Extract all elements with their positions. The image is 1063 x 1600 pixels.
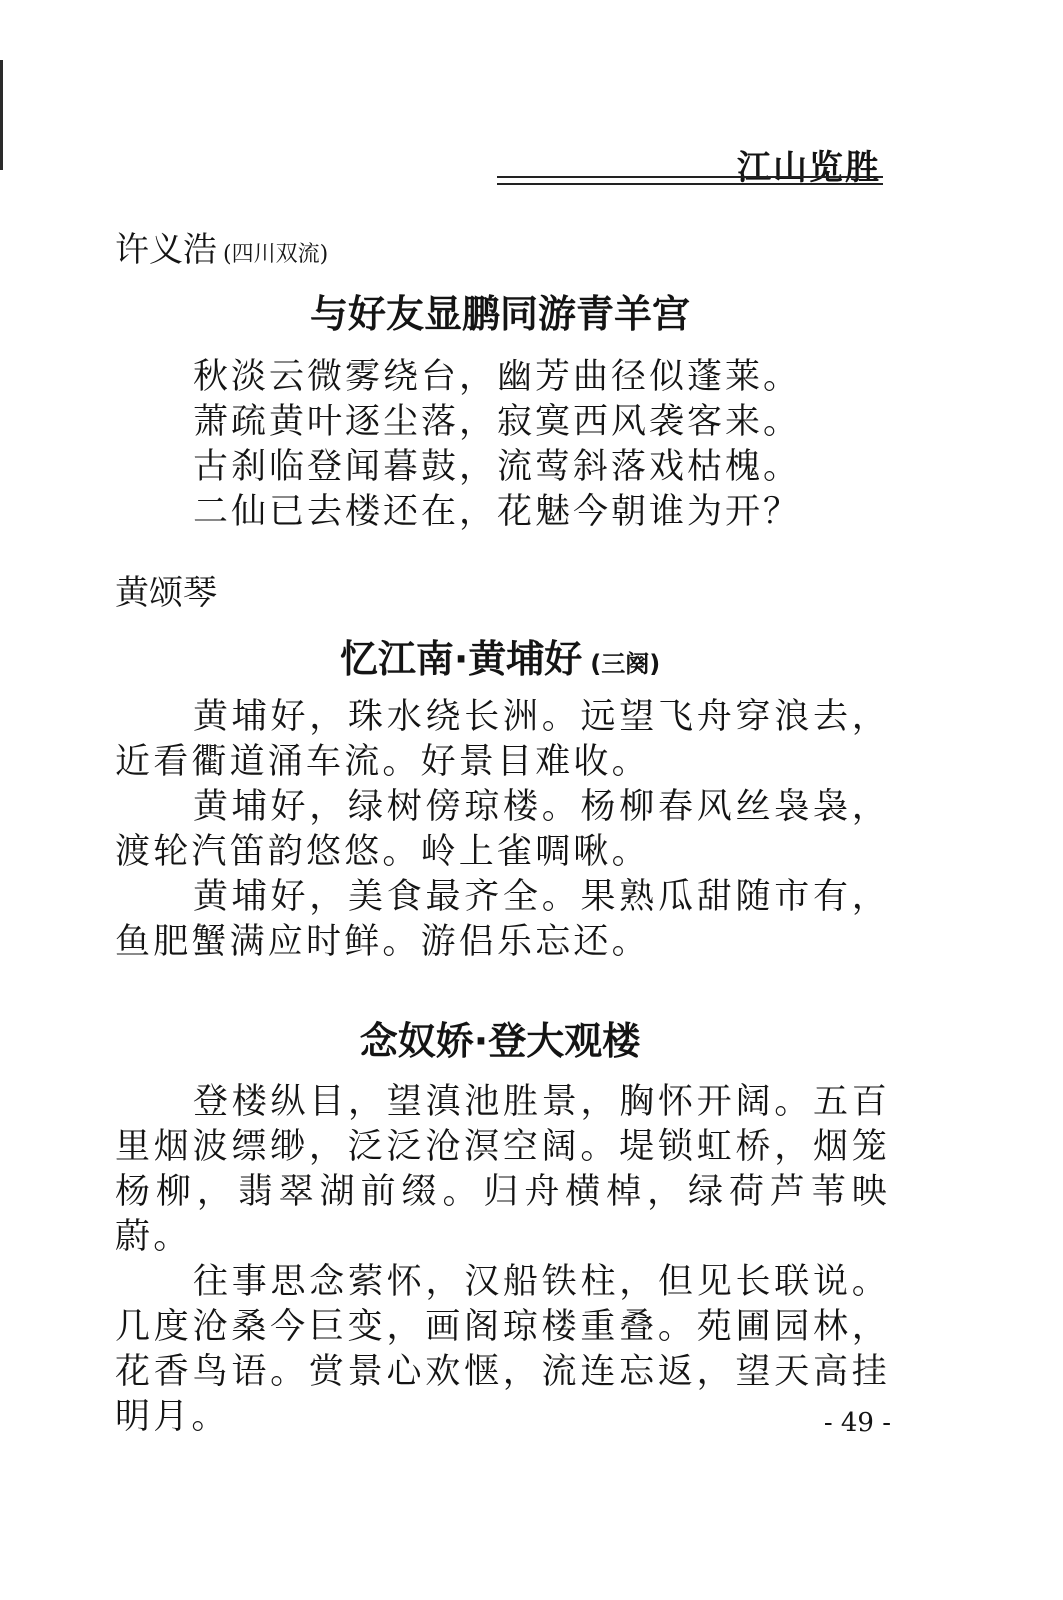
author-name: 许义浩 [115, 230, 217, 270]
poem-body [115, 1080, 890, 1440]
poem-title [0, 628, 1000, 683]
section-header-title: 江山览胜 [737, 148, 881, 188]
poem-author [115, 222, 328, 271]
poem-title: 与好友显鹏同游青羊宫 [309, 292, 690, 336]
page-edge-shadow [0, 60, 3, 170]
stanza: 黄埔好，美食最齐全。果熟瓜甜随市有，鱼肥蟹满应时鲜。游侣乐忘还。 [115, 877, 890, 962]
poem-body [115, 695, 890, 965]
poem-author [115, 565, 217, 614]
poem-title: 念奴娇·登大观楼 [359, 1019, 641, 1063]
poem-title-text: 忆江南·黄埔好 [339, 637, 583, 681]
poem-verse [193, 355, 801, 535]
author-name: 黄颂琴 [115, 573, 217, 613]
stanza: 登楼纵目，望滇池胜景，胸怀开阔。五百里烟波缥缈，泛泛沧溟空阔。堤锁虹桥，烟笼杨柳，翡翠湖前缀。归舟横棹，绿荷芦苇映蔚。 [115, 1082, 890, 1257]
header-double-rule [497, 176, 883, 185]
stanza: 黄埔好，绿树傍琼楼。杨柳春风丝袅袅，渡轮汽笛韵悠悠。岭上雀啁啾。 [115, 787, 890, 872]
author-region: (四川双流) [223, 242, 329, 267]
verse-line: 萧疏黄叶逐尘落，寂寞西风袭客来。 [193, 402, 802, 442]
page-number: - 49 - [823, 1408, 891, 1438]
poem-title-note: (三阕) [590, 650, 661, 678]
stanza: 黄埔好，珠水绕长洲。远望飞舟穿浪去，近看衢道涌车流。好景目难收。 [115, 697, 890, 782]
verse-line: 秋淡云微雾绕台，幽芳曲径似蓬莱。 [193, 357, 802, 397]
stanza: 往事思念萦怀，汉船铁柱，但见长联说。几度沧桑今巨变，画阁琼楼重叠。苑圃园林，花香鸟语。赏景心欢惬，流连忘返，望天高挂明月。 [115, 1262, 890, 1437]
verse-line: 古刹临登闻暮鼓，流莺斜落戏枯槐。 [193, 447, 802, 487]
verse-line: 二仙已去楼还在，花魅今朝谁为开？ [193, 492, 802, 532]
